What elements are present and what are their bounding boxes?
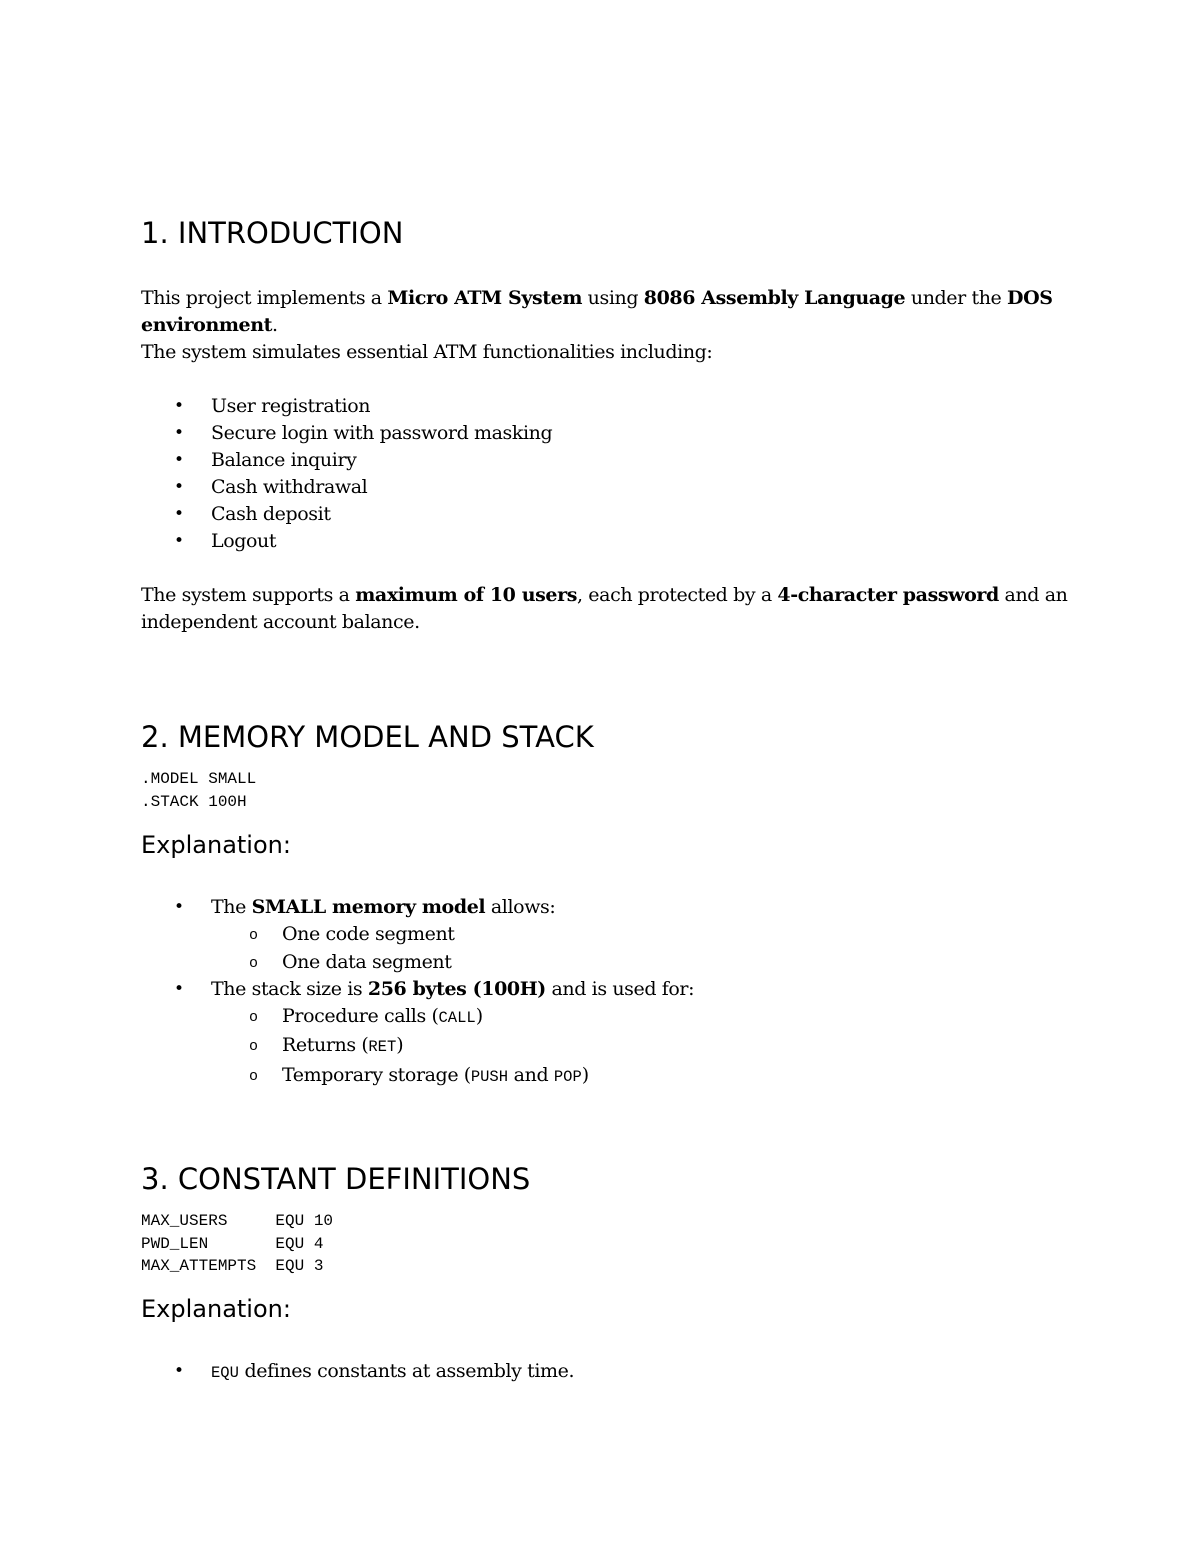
list-item: • Logout (141, 528, 1071, 555)
list-item: • Cash deposit (141, 501, 1071, 528)
section-heading-introduction: 1. INTRODUCTION (141, 216, 404, 250)
explanation-heading: Explanation: (141, 831, 291, 859)
intro-paragraph-1: This project implements a Micro ATM System using 8086 Assembly Language under the DOS environment. (141, 287, 1053, 336)
intro-paragraph-3: The system supports a maximum of 10 users, each protected by a 4-character password and an independent account balance. (141, 584, 1068, 633)
code-line: PWD_LEN EQU 4 (141, 1234, 324, 1253)
memory-explanation (141, 894, 1071, 1091)
constants-explanation (141, 1358, 1071, 1387)
intro-paragraph-2: The system simulates essential ATM functionalities including: (141, 341, 713, 363)
list-item: • Cash withdrawal (141, 474, 1071, 501)
list-subitem: o Procedure calls (CALL) (141, 1003, 1071, 1032)
list-item: • Secure login with password masking (141, 420, 1071, 447)
code-line: MAX_USERS EQU 10 (141, 1212, 334, 1230)
code-line: MAX_ATTEMPTS EQU 3 (141, 1257, 324, 1275)
list-subitem: o Returns (RET) (141, 1032, 1071, 1061)
list-subitem: o Temporary storage (PUSH and POP) (141, 1062, 1071, 1091)
code-line: .STACK 100H (141, 792, 247, 811)
explanation-heading: Explanation: (141, 1295, 291, 1323)
list-item: • EQU defines constants at assembly time. (141, 1358, 1071, 1387)
list-subitem: o One data segment (141, 949, 1071, 976)
feature-list (141, 393, 1071, 555)
list-subitem: o One code segment (141, 921, 1071, 948)
list-item: • The SMALL memory model allows: (141, 894, 1071, 921)
code-line: .MODEL SMALL (141, 770, 257, 788)
section-heading-memory-model: 2. MEMORY MODEL AND STACK (141, 720, 594, 754)
constants-list (141, 1358, 1071, 1387)
section-heading-constant-definitions: 3. CONSTANT DEFINITIONS (141, 1162, 531, 1196)
code-block-memory (141, 768, 256, 813)
list-item: • Balance inquiry (141, 447, 1071, 474)
intro-body (141, 285, 1071, 636)
code-block-constants (141, 1210, 333, 1278)
memory-list (141, 894, 1071, 1091)
list-item: • User registration (141, 393, 1071, 420)
list-item: • The stack size is 256 bytes (100H) and is used for: (141, 976, 1071, 1003)
